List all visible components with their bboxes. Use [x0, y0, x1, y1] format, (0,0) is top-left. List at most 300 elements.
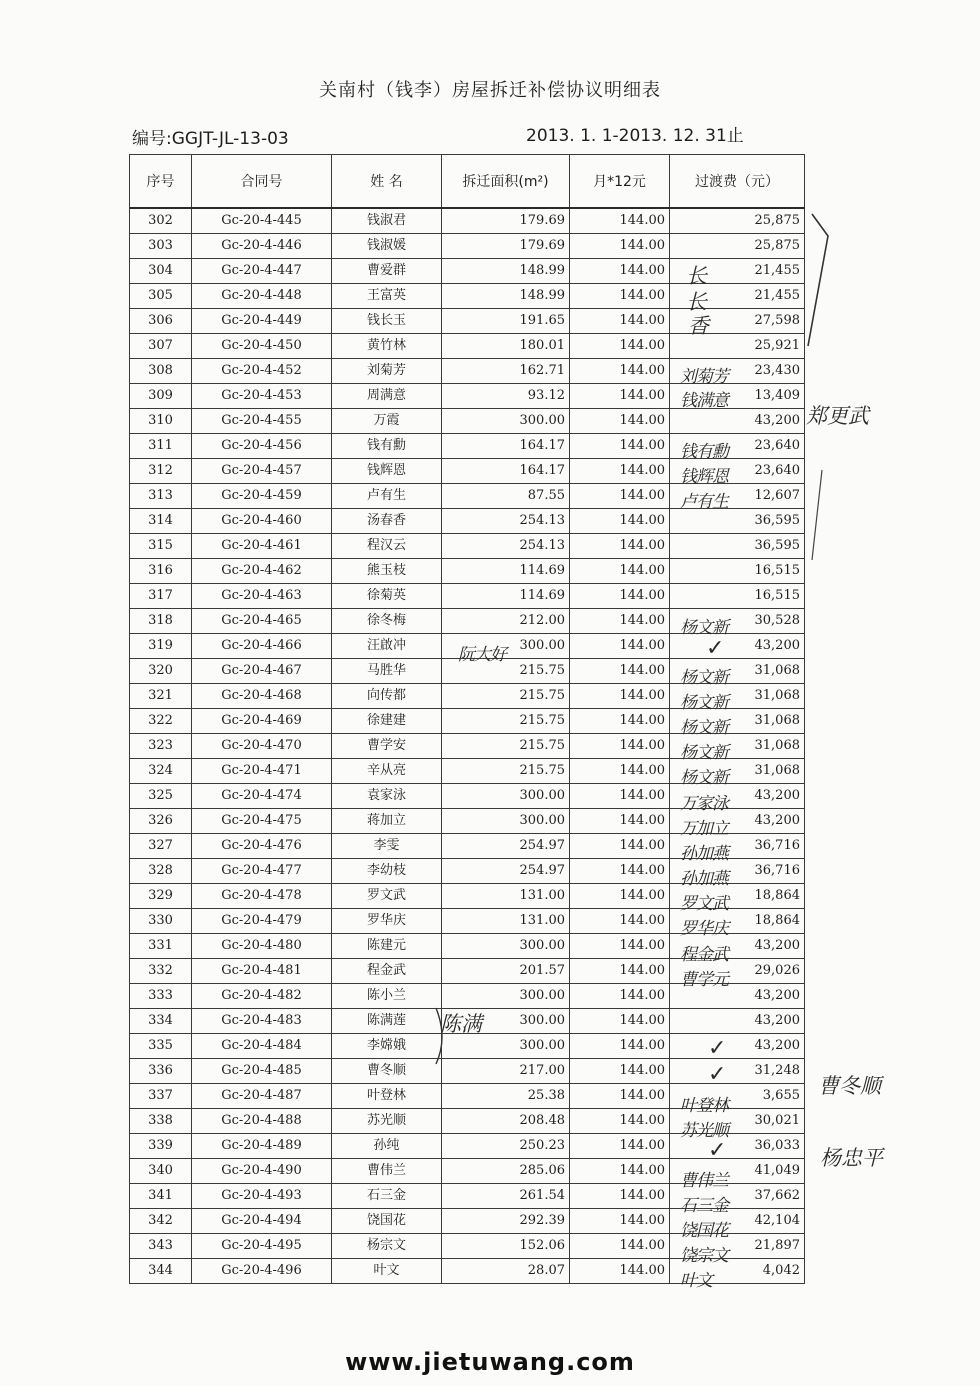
row-serial: 321 [130, 684, 192, 709]
check-mark-319: ✓ [706, 636, 725, 661]
row-serial: 315 [130, 534, 192, 559]
row-name: 陈小兰 [332, 984, 442, 1009]
row-name: 汪啟冲 [332, 634, 442, 659]
row-serial: 342 [130, 1209, 192, 1234]
row-area: 300.00 [442, 634, 570, 659]
row-transition-fee: 41,049 [670, 1159, 805, 1184]
check-mark-335: ✓ [708, 1036, 727, 1061]
header-monthly-rate: 月*12元 [570, 155, 670, 209]
row-area: 212.00 [442, 609, 570, 634]
signature-325: 万家泳 [680, 794, 728, 814]
signature-330: 罗华庆 [680, 919, 728, 939]
row-name: 叶文 [332, 1259, 442, 1284]
row-monthly-rate: 144.00 [570, 784, 670, 809]
row-contract: Gc-20-4-495 [192, 1234, 332, 1259]
row-monthly-rate: 144.00 [570, 509, 670, 534]
row-serial: 320 [130, 659, 192, 684]
row-contract: Gc-20-4-456 [192, 434, 332, 459]
row-area: 131.00 [442, 909, 570, 934]
signature-344: 叶文 [680, 1271, 712, 1291]
row-monthly-rate: 144.00 [570, 434, 670, 459]
row-contract: Gc-20-4-478 [192, 884, 332, 909]
margin-note-2: 曹冬顺 [818, 1074, 881, 1098]
row-serial: 337 [130, 1084, 192, 1109]
row-contract: Gc-20-4-482 [192, 984, 332, 1009]
row-name: 陈满莲 [332, 1009, 442, 1034]
row-contract: Gc-20-4-445 [192, 208, 332, 234]
row-transition-fee: 23,640 [670, 459, 805, 484]
row-contract: Gc-20-4-483 [192, 1009, 332, 1034]
row-monthly-rate: 144.00 [570, 484, 670, 509]
row-serial: 344 [130, 1259, 192, 1284]
area-note-319: 阮大好 [458, 645, 506, 665]
row-name: 徐菊英 [332, 584, 442, 609]
row-serial: 331 [130, 934, 192, 959]
table-row [130, 208, 805, 234]
row-area: 25.38 [442, 1084, 570, 1109]
row-area: 254.13 [442, 534, 570, 559]
row-monthly-rate: 144.00 [570, 709, 670, 734]
row-name: 王富英 [332, 284, 442, 309]
document-number: 编号:GGJT-JL-13-03 [132, 129, 289, 149]
row-name: 李雯 [332, 834, 442, 859]
row-monthly-rate: 144.00 [570, 1084, 670, 1109]
signature-309: 钱满意 [680, 391, 728, 411]
row-area: 180.01 [442, 334, 570, 359]
row-transition-fee: 43,200 [670, 784, 805, 809]
row-name: 徐建建 [332, 709, 442, 734]
row-name: 曹学安 [332, 734, 442, 759]
row-monthly-rate: 144.00 [570, 609, 670, 634]
signature-343: 饶宗文 [680, 1246, 728, 1266]
row-area: 162.71 [442, 359, 570, 384]
row-area: 300.00 [442, 984, 570, 1009]
row-monthly-rate: 144.00 [570, 934, 670, 959]
row-transition-fee: 31,068 [670, 659, 805, 684]
row-transition-fee: 43,200 [670, 984, 805, 1009]
document-title: 关南村（钱李）房屋拆迁补偿协议明细表 [319, 80, 661, 101]
row-serial: 304 [130, 259, 192, 284]
row-transition-fee: 27,598 [670, 309, 805, 334]
row-transition-fee: 43,200 [670, 409, 805, 434]
row-contract: Gc-20-4-462 [192, 559, 332, 584]
header-serial: 序号 [130, 155, 192, 209]
row-monthly-rate: 144.00 [570, 1184, 670, 1209]
row-name: 周满意 [332, 384, 442, 409]
row-contract: Gc-20-4-452 [192, 359, 332, 384]
signature-320: 杨文新 [680, 668, 728, 688]
table-row [130, 534, 805, 559]
row-serial: 332 [130, 959, 192, 984]
date-range: 2013. 1. 1-2013. 12. 31止 [526, 126, 744, 146]
signature-326: 万加立 [680, 819, 728, 839]
row-contract: Gc-20-4-463 [192, 584, 332, 609]
row-name: 钱辉恩 [332, 459, 442, 484]
row-serial: 333 [130, 984, 192, 1009]
row-contract: Gc-20-4-457 [192, 459, 332, 484]
row-contract: Gc-20-4-453 [192, 384, 332, 409]
row-serial: 340 [130, 1159, 192, 1184]
row-transition-fee: 30,021 [670, 1109, 805, 1134]
row-transition-fee: 36,033 [670, 1134, 805, 1159]
row-area: 93.12 [442, 384, 570, 409]
row-transition-fee: 42,104 [670, 1209, 805, 1234]
row-area: 300.00 [442, 1009, 570, 1034]
row-monthly-rate: 144.00 [570, 909, 670, 934]
check-mark-336: ✓ [708, 1062, 727, 1087]
row-monthly-rate: 144.00 [570, 634, 670, 659]
signature-337: 叶登林 [680, 1096, 728, 1116]
row-area: 215.75 [442, 684, 570, 709]
row-contract: Gc-20-4-489 [192, 1134, 332, 1159]
row-monthly-rate: 144.00 [570, 859, 670, 884]
row-monthly-rate: 144.00 [570, 734, 670, 759]
row-monthly-rate: 144.00 [570, 659, 670, 684]
row-area: 131.00 [442, 884, 570, 909]
signature-313: 卢有生 [680, 492, 728, 512]
row-transition-fee: 25,875 [670, 208, 805, 234]
signature-312: 钱辉恩 [680, 467, 728, 487]
row-monthly-rate: 144.00 [570, 1059, 670, 1084]
row-serial: 336 [130, 1059, 192, 1084]
row-monthly-rate: 144.00 [570, 384, 670, 409]
row-contract: Gc-20-4-493 [192, 1184, 332, 1209]
row-name: 程汉云 [332, 534, 442, 559]
row-area: 300.00 [442, 809, 570, 834]
row-transition-fee: 21,455 [670, 284, 805, 309]
row-monthly-rate: 144.00 [570, 1159, 670, 1184]
row-area: 254.97 [442, 834, 570, 859]
row-monthly-rate: 144.00 [570, 208, 670, 234]
row-contract: Gc-20-4-468 [192, 684, 332, 709]
row-contract: Gc-20-4-449 [192, 309, 332, 334]
row-name: 辛从亮 [332, 759, 442, 784]
row-serial: 308 [130, 359, 192, 384]
signature-323: 杨文新 [680, 743, 728, 763]
row-serial: 341 [130, 1184, 192, 1209]
row-monthly-rate: 144.00 [570, 584, 670, 609]
row-transition-fee: 13,409 [670, 384, 805, 409]
row-transition-fee: 16,515 [670, 584, 805, 609]
row-serial: 317 [130, 584, 192, 609]
signature-308: 刘菊芳 [680, 367, 728, 387]
signature-338: 苏光顺 [680, 1121, 728, 1141]
row-area: 179.69 [442, 208, 570, 234]
row-contract: Gc-20-4-469 [192, 709, 332, 734]
row-transition-fee: 31,068 [670, 684, 805, 709]
row-transition-fee: 4,042 [670, 1259, 805, 1284]
row-contract: Gc-20-4-479 [192, 909, 332, 934]
row-serial: 319 [130, 634, 192, 659]
row-area: 300.00 [442, 1034, 570, 1059]
row-name: 徐冬梅 [332, 609, 442, 634]
row-name: 杨宗文 [332, 1234, 442, 1259]
row-name: 孙纯 [332, 1134, 442, 1159]
row-area: 148.99 [442, 259, 570, 284]
signature-322: 杨文新 [680, 718, 728, 738]
table-row [130, 234, 805, 259]
margin-note-3: 杨忠平 [820, 1146, 883, 1170]
row-contract: Gc-20-4-475 [192, 809, 332, 834]
row-monthly-rate: 144.00 [570, 959, 670, 984]
row-transition-fee: 25,875 [670, 234, 805, 259]
row-name: 马胜华 [332, 659, 442, 684]
row-contract: Gc-20-4-455 [192, 409, 332, 434]
signature-321: 杨文新 [680, 693, 728, 713]
row-serial: 334 [130, 1009, 192, 1034]
row-name: 李幼枝 [332, 859, 442, 884]
row-contract: Gc-20-4-446 [192, 234, 332, 259]
header-contract: 合同号 [192, 155, 332, 209]
signature-306: 香 [688, 314, 709, 338]
row-area: 215.75 [442, 659, 570, 684]
row-name: 石三金 [332, 1184, 442, 1209]
row-monthly-rate: 144.00 [570, 834, 670, 859]
row-contract: Gc-20-4-460 [192, 509, 332, 534]
signature-332: 曹学元 [680, 970, 728, 990]
signature-324: 杨文新 [680, 768, 728, 788]
row-contract: Gc-20-4-471 [192, 759, 332, 784]
row-area: 217.00 [442, 1059, 570, 1084]
row-serial: 328 [130, 859, 192, 884]
signature-304: 长 [686, 264, 707, 288]
row-area: 215.75 [442, 734, 570, 759]
row-transition-fee: 29,026 [670, 959, 805, 984]
row-name: 曹伟兰 [332, 1159, 442, 1184]
row-serial: 323 [130, 734, 192, 759]
row-contract: Gc-20-4-496 [192, 1259, 332, 1284]
header-transition-fee: 过渡费（元） [670, 155, 805, 209]
row-transition-fee: 36,595 [670, 534, 805, 559]
row-contract: Gc-20-4-476 [192, 834, 332, 859]
row-transition-fee: 16,515 [670, 559, 805, 584]
row-serial: 310 [130, 409, 192, 434]
row-monthly-rate: 144.00 [570, 1109, 670, 1134]
row-transition-fee: 21,897 [670, 1234, 805, 1259]
row-name: 程金武 [332, 959, 442, 984]
row-area: 300.00 [442, 409, 570, 434]
row-transition-fee: 18,864 [670, 909, 805, 934]
row-area: 114.69 [442, 559, 570, 584]
row-serial: 306 [130, 309, 192, 334]
row-name: 钱长玉 [332, 309, 442, 334]
signature-331: 程金武 [680, 945, 728, 965]
row-contract: Gc-20-4-488 [192, 1109, 332, 1134]
table-header-row [130, 155, 805, 209]
row-contract: Gc-20-4-481 [192, 959, 332, 984]
row-monthly-rate: 144.00 [570, 409, 670, 434]
row-transition-fee: 36,716 [670, 834, 805, 859]
row-monthly-rate: 144.00 [570, 809, 670, 834]
row-area: 300.00 [442, 784, 570, 809]
row-monthly-rate: 144.00 [570, 1134, 670, 1159]
row-transition-fee: 37,662 [670, 1184, 805, 1209]
row-monthly-rate: 144.00 [570, 1209, 670, 1234]
signature-305: 长 [686, 290, 707, 314]
row-transition-fee: 31,068 [670, 759, 805, 784]
row-contract: Gc-20-4-466 [192, 634, 332, 659]
row-transition-fee: 36,595 [670, 509, 805, 534]
row-monthly-rate: 144.00 [570, 359, 670, 384]
row-name: 饶国花 [332, 1209, 442, 1234]
row-contract: Gc-20-4-474 [192, 784, 332, 809]
row-transition-fee: 25,921 [670, 334, 805, 359]
row-area: 292.39 [442, 1209, 570, 1234]
row-serial: 309 [130, 384, 192, 409]
row-name: 叶登林 [332, 1084, 442, 1109]
row-name: 蒋加立 [332, 809, 442, 834]
row-name: 钱淑媛 [332, 234, 442, 259]
row-contract: Gc-20-4-461 [192, 534, 332, 559]
row-monthly-rate: 144.00 [570, 284, 670, 309]
row-serial: 316 [130, 559, 192, 584]
row-monthly-rate: 144.00 [570, 684, 670, 709]
row-contract: Gc-20-4-494 [192, 1209, 332, 1234]
row-name: 罗文武 [332, 884, 442, 909]
row-transition-fee: 36,716 [670, 859, 805, 884]
row-serial: 318 [130, 609, 192, 634]
row-monthly-rate: 144.00 [570, 259, 670, 284]
row-monthly-rate: 144.00 [570, 534, 670, 559]
row-serial: 303 [130, 234, 192, 259]
row-serial: 343 [130, 1234, 192, 1259]
row-transition-fee: 18,864 [670, 884, 805, 909]
row-area: 215.75 [442, 759, 570, 784]
table-row [130, 559, 805, 584]
row-transition-fee: 31,248 [670, 1059, 805, 1084]
row-area: 191.65 [442, 309, 570, 334]
row-contract: Gc-20-4-448 [192, 284, 332, 309]
row-contract: Gc-20-4-465 [192, 609, 332, 634]
row-transition-fee: 12,607 [670, 484, 805, 509]
row-name: 刘菊芳 [332, 359, 442, 384]
row-serial: 330 [130, 909, 192, 934]
row-area: 215.75 [442, 709, 570, 734]
row-serial: 307 [130, 334, 192, 359]
row-serial: 311 [130, 434, 192, 459]
row-area: 300.00 [442, 934, 570, 959]
row-name: 曹冬顺 [332, 1059, 442, 1084]
row-serial: 335 [130, 1034, 192, 1059]
row-contract: Gc-20-4-480 [192, 934, 332, 959]
row-transition-fee: 31,068 [670, 734, 805, 759]
table-row [130, 509, 805, 534]
row-monthly-rate: 144.00 [570, 1259, 670, 1284]
margin-note-1: 郑更武 [806, 404, 869, 428]
row-name: 向传都 [332, 684, 442, 709]
row-serial: 339 [130, 1134, 192, 1159]
row-area: 285.06 [442, 1159, 570, 1184]
table-row [130, 409, 805, 434]
area-note-333: 陈满 [440, 1012, 482, 1036]
row-serial: 327 [130, 834, 192, 859]
row-name: 黄竹林 [332, 334, 442, 359]
row-area: 114.69 [442, 584, 570, 609]
table-row [130, 584, 805, 609]
row-area: 250.23 [442, 1134, 570, 1159]
row-transition-fee: 43,200 [670, 934, 805, 959]
row-transition-fee: 43,200 [670, 809, 805, 834]
watermark-text: www.jietuwang.com [345, 1348, 635, 1376]
row-monthly-rate: 144.00 [570, 309, 670, 334]
row-area: 179.69 [442, 234, 570, 259]
row-monthly-rate: 144.00 [570, 1034, 670, 1059]
row-transition-fee: 21,455 [670, 259, 805, 284]
row-contract: Gc-20-4-490 [192, 1159, 332, 1184]
row-name: 熊玉枝 [332, 559, 442, 584]
row-area: 254.13 [442, 509, 570, 534]
signature-341: 石三金 [680, 1196, 728, 1216]
row-contract: Gc-20-4-467 [192, 659, 332, 684]
row-serial: 314 [130, 509, 192, 534]
signature-318: 杨文新 [680, 618, 728, 638]
row-monthly-rate: 144.00 [570, 1009, 670, 1034]
row-serial: 329 [130, 884, 192, 909]
row-name: 钱有勳 [332, 434, 442, 459]
row-name: 万霞 [332, 409, 442, 434]
row-area: 152.06 [442, 1234, 570, 1259]
row-transition-fee: 23,640 [670, 434, 805, 459]
row-monthly-rate: 144.00 [570, 1234, 670, 1259]
row-contract: Gc-20-4-459 [192, 484, 332, 509]
row-name: 汤春香 [332, 509, 442, 534]
signature-328: 孙加燕 [680, 869, 728, 889]
row-serial: 325 [130, 784, 192, 809]
row-transition-fee: 43,200 [670, 1034, 805, 1059]
row-contract: Gc-20-4-450 [192, 334, 332, 359]
row-contract: Gc-20-4-487 [192, 1084, 332, 1109]
row-serial: 312 [130, 459, 192, 484]
row-name: 钱淑君 [332, 208, 442, 234]
row-serial: 302 [130, 208, 192, 234]
signature-340: 曹伟兰 [680, 1171, 728, 1191]
check-mark-339: ✓ [708, 1138, 727, 1163]
row-transition-fee: 30,528 [670, 609, 805, 634]
row-contract: Gc-20-4-485 [192, 1059, 332, 1084]
signature-311: 钱有勳 [680, 442, 728, 462]
row-transition-fee: 31,068 [670, 709, 805, 734]
row-area: 87.55 [442, 484, 570, 509]
row-serial: 324 [130, 759, 192, 784]
row-area: 164.17 [442, 459, 570, 484]
row-contract: Gc-20-4-484 [192, 1034, 332, 1059]
row-transition-fee: 43,200 [670, 634, 805, 659]
row-name: 苏光顺 [332, 1109, 442, 1134]
row-serial: 305 [130, 284, 192, 309]
row-area: 148.99 [442, 284, 570, 309]
table-row [130, 1059, 805, 1084]
row-serial: 338 [130, 1109, 192, 1134]
row-monthly-rate: 144.00 [570, 459, 670, 484]
row-transition-fee: 3,655 [670, 1084, 805, 1109]
signature-342: 饶国花 [680, 1221, 728, 1241]
row-name: 曹爱群 [332, 259, 442, 284]
row-name: 李嫦娥 [332, 1034, 442, 1059]
row-contract: Gc-20-4-470 [192, 734, 332, 759]
row-transition-fee: 43,200 [670, 1009, 805, 1034]
row-name: 罗华庆 [332, 909, 442, 934]
row-serial: 322 [130, 709, 192, 734]
row-serial: 326 [130, 809, 192, 834]
header-area: 拆迁面积(m²) [442, 155, 570, 209]
row-area: 28.07 [442, 1259, 570, 1284]
row-serial: 313 [130, 484, 192, 509]
row-monthly-rate: 144.00 [570, 334, 670, 359]
row-monthly-rate: 144.00 [570, 234, 670, 259]
row-name: 陈建元 [332, 934, 442, 959]
row-area: 201.57 [442, 959, 570, 984]
row-area: 164.17 [442, 434, 570, 459]
